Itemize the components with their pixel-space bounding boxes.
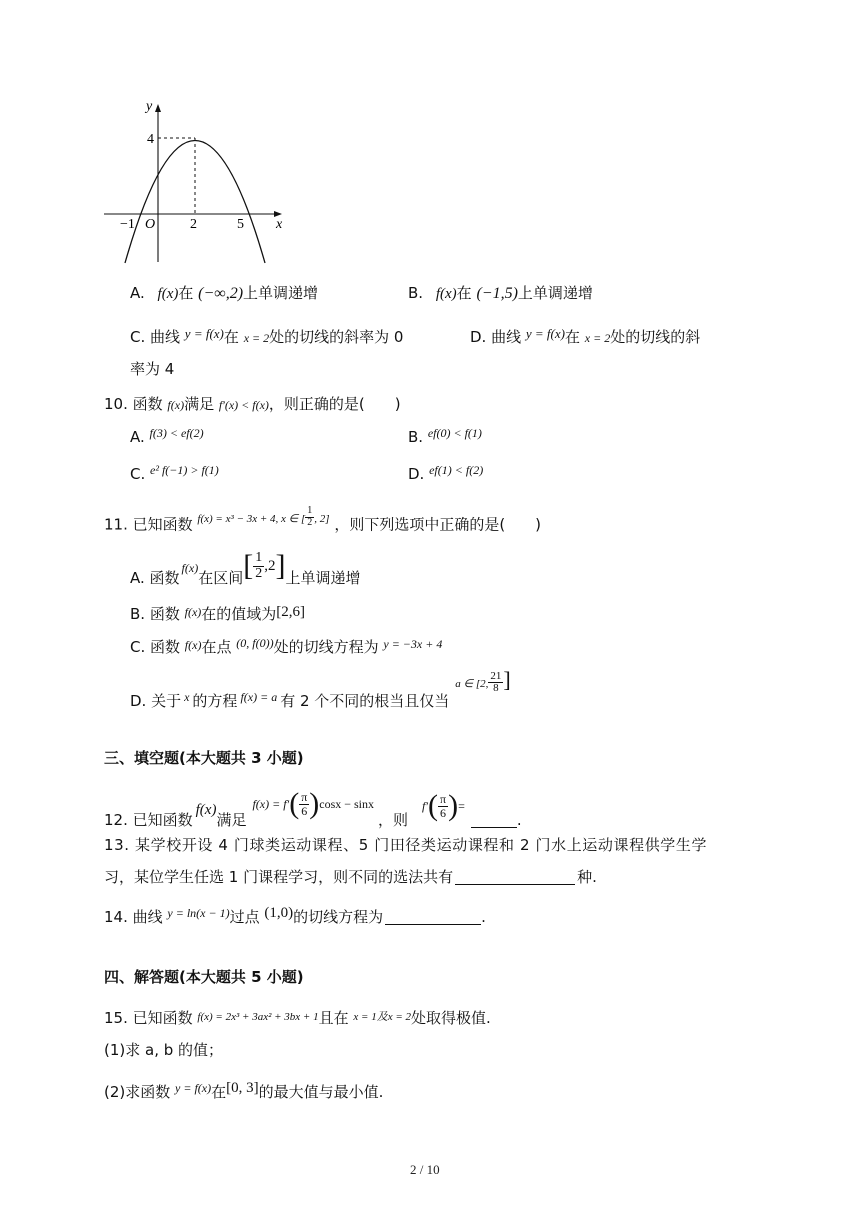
q11-c-eq: y = −3x + 4 (383, 637, 443, 651)
q14-end: . (481, 908, 486, 926)
q11-func-tail: , 2] (314, 512, 330, 525)
q9-c-func: y = f(x) (184, 326, 224, 341)
q9-a-label: A. (130, 284, 145, 302)
page-number: 2 / 10 (410, 1162, 440, 1177)
q10-d-label: D. (408, 465, 425, 483)
q9-a-interval: (−∞,2) (198, 285, 244, 302)
q12-stem-3: ，则 (378, 810, 409, 829)
q10-cond: f′(x) < f(x) (218, 398, 269, 412)
q11-d-frac-den: 8 (493, 682, 499, 695)
q9-option-d[interactable] (470, 327, 700, 345)
q12-eq-right: cosx − sinx (319, 797, 375, 811)
q9-d-text: D. 曲线 (470, 328, 522, 346)
q10-d-expr: ef(1) < f(2) (429, 463, 484, 477)
q11-d-a: a ∈ [2, (455, 678, 489, 691)
q11-frac-num: 1 (307, 505, 313, 516)
section-3-title: 三、填空题(本大题共 3 小题) (104, 749, 304, 767)
q11-c-1: C. 函数 (130, 638, 181, 656)
q15-stem (104, 1011, 491, 1026)
q11-a-2: 在区间 (198, 568, 244, 587)
q15-func: f(x) = 2x³ + 3ax² + 3bx + 1 (197, 1011, 319, 1023)
q9-d-mid: 在 (564, 328, 580, 346)
q11-a-frac-num: 1 (255, 549, 263, 565)
q11-d-2: 的方程 (192, 692, 238, 710)
q11-d-x: x (184, 690, 190, 704)
q10-stem (104, 397, 401, 412)
q15-p2-1: (2)求函数 (104, 1083, 171, 1101)
q11-c-pt: (0, f(0)) (236, 636, 274, 650)
q10-c-expr: e² f(−1) > f(1) (150, 463, 219, 477)
q13-line-2-text: 习，某位学生任选 1 门课程学习，则不同的选法共有 (104, 868, 454, 886)
q14-stem-3: 的切线方程为 (293, 908, 384, 926)
q13-end: 种. (577, 868, 597, 886)
q9-a-func: f(x) (157, 286, 179, 302)
q9-option-d-cont: 率为 4 (130, 360, 175, 378)
q15-pts: x = 1及x = 2 (353, 1011, 412, 1023)
q14-stem-2: 过点 (229, 908, 260, 926)
q9-b-interval: (−1,5) (476, 285, 518, 302)
q12-ask-tail: = (458, 799, 465, 813)
q9-c-tail: 处的切线的斜率为 0 (269, 328, 404, 346)
q12-ask-den: 6 (440, 805, 447, 820)
q11-stem-2: ，则下列选项中正确的是( ) (334, 515, 542, 534)
q15-p2-2: 在 (211, 1083, 227, 1101)
q11-a-bracket-close: ] (275, 549, 286, 582)
q11-d-close: ] (503, 667, 511, 693)
q12-answer-blank[interactable] (471, 813, 517, 828)
q9-d-x: x = 2 (584, 331, 611, 345)
q15-part-2 (104, 1081, 383, 1100)
q12-stem-1: 12. 已知函数 (104, 810, 193, 829)
q10-stem-2: 满足 (184, 395, 215, 413)
tick-label-x-5: 5 (237, 217, 244, 232)
q15-p2-3: 的最大值与最小值. (258, 1083, 384, 1101)
q11-d-eq: f(x) = a (240, 690, 278, 704)
q13-line-1: 13. 某学校开设 4 门球类运动课程、5 门田径类运动课程和 2 门水上运动课程供学生学 (104, 836, 708, 854)
q10-b-label: B. (408, 428, 424, 446)
q9-c-text: C. 曲线 (130, 328, 181, 346)
q14-curve: y = ln(x − 1) (167, 906, 230, 920)
q11-b-2: 在的值域为 (201, 605, 277, 623)
q11-option-b[interactable] (130, 605, 305, 622)
q10-option-c[interactable] (130, 462, 219, 482)
q13-line-2 (104, 870, 597, 885)
origin-label: O (145, 217, 156, 232)
q11-d-1: D. 关于 (130, 692, 182, 710)
q10-a-label: A. (130, 428, 145, 446)
q9-d-tail: 处的切线的斜 (610, 328, 701, 346)
q11-b-range: [2,6] (276, 604, 306, 620)
q15-stem-1: 15. 已知函数 (104, 1009, 193, 1027)
q11-c-2: 在点 (201, 638, 232, 656)
q11-option-d[interactable] (130, 667, 511, 710)
q15-part-1: (1)求 a, b 的值； (104, 1041, 224, 1059)
q10-b-expr: ef(0) < f(1) (427, 426, 482, 440)
q11-frac-den: 2 (307, 516, 313, 528)
q11-d-3: 有 2 个不同的根当且仅当 (280, 692, 450, 710)
q10-a-expr: f(3) < ef(2) (149, 426, 204, 440)
q9-a-tail: 上单调递增 (243, 284, 319, 302)
q12-end: . (516, 810, 522, 829)
q9-option-b[interactable] (408, 286, 593, 302)
section-4-title: 四、解答题(本大题共 5 小题) (104, 968, 304, 986)
q14-pt: (1,0) (264, 905, 294, 921)
q15-stem-3: 处取得极值. (411, 1009, 491, 1027)
q14-answer-blank[interactable] (385, 910, 481, 925)
q12: 12. 已知函数 f(x) 满足 f(x) = f′ ( $\frac{\pi}{6}$ ) cosx − sinx ，则 f′ ( $\frac{\pi}{6}$ ) = . (104, 787, 522, 829)
q14 (104, 906, 486, 925)
q11-option-c[interactable] (130, 637, 442, 655)
q12-func: f(x) (195, 801, 217, 818)
q10-stem-1: 10. 函数 (104, 395, 163, 413)
q10-option-a[interactable] (130, 425, 204, 445)
q9-c-mid: 在 (223, 328, 239, 346)
q9-b-mid: 在 (456, 284, 472, 302)
y-axis-label: y (146, 99, 153, 114)
q15-p2-int: [0, 3] (226, 1080, 259, 1096)
q11-option-a[interactable] (130, 544, 360, 588)
q9-option-c[interactable] (130, 327, 403, 345)
q11-a-func: f(x) (181, 561, 199, 575)
q11-c-func: f(x) (184, 638, 202, 652)
q9-b-label: B. (408, 284, 424, 302)
q10-func: f(x) (167, 398, 185, 412)
q12-ask: f′ (422, 799, 429, 813)
q11-a-int-tail: ,2 (264, 557, 276, 574)
q9-option-a[interactable] (130, 286, 318, 302)
q9-b-func: f(x) (435, 286, 457, 302)
q11-a-bracket-open: [ (243, 549, 254, 582)
parabola-graph (100, 96, 300, 268)
q15-p2-func: y = f(x) (175, 1081, 212, 1095)
q11-d-frac-num: 21 (490, 669, 502, 682)
q11-c-3: 处的切线方程为 (273, 638, 379, 656)
q11-b-func: f(x) (184, 605, 202, 619)
q12-pi-num: π (301, 789, 308, 804)
q11-stem (104, 505, 542, 536)
q11-stem-1: 11. 已知函数 (104, 515, 193, 534)
tick-label-x-2: 2 (190, 217, 197, 232)
q12-pi-den: 6 (301, 803, 308, 818)
q11-a-frac-den: 2 (255, 565, 263, 581)
q13-answer-blank[interactable] (455, 870, 575, 885)
q10-stem-3: ，则正确的是( ) (268, 395, 401, 413)
y-axis-arrow (155, 104, 161, 112)
q10-option-b[interactable] (408, 425, 482, 445)
q12-eq-left: f(x) = f′ (252, 797, 290, 811)
q12-ask-num: π (440, 791, 447, 806)
q11-b-1: B. 函数 (130, 605, 180, 623)
q11-a-1: A. 函数 (130, 568, 180, 587)
q14-stem-1: 14. 曲线 (104, 908, 163, 926)
q10-option-d[interactable] (408, 462, 483, 482)
tick-label-x-neg1: −1 (120, 217, 135, 232)
q15-stem-2: 且在 (318, 1009, 349, 1027)
q9-d-func: y = f(x) (525, 326, 565, 341)
tick-label-y-4: 4 (147, 132, 154, 147)
q9-b-tail: 上单调递增 (517, 284, 593, 302)
q11-a-3: 上单调递增 (285, 568, 361, 587)
q11-func: f(x) = x³ − 3x + 4, x ∈ [ (197, 512, 306, 525)
q12-stem-2: 满足 (216, 810, 247, 829)
q9-c-x: x = 2 (243, 331, 270, 345)
q9-a-mid: 在 (178, 284, 194, 302)
x-axis-label: x (276, 217, 283, 232)
q10-c-label: C. (130, 465, 146, 483)
